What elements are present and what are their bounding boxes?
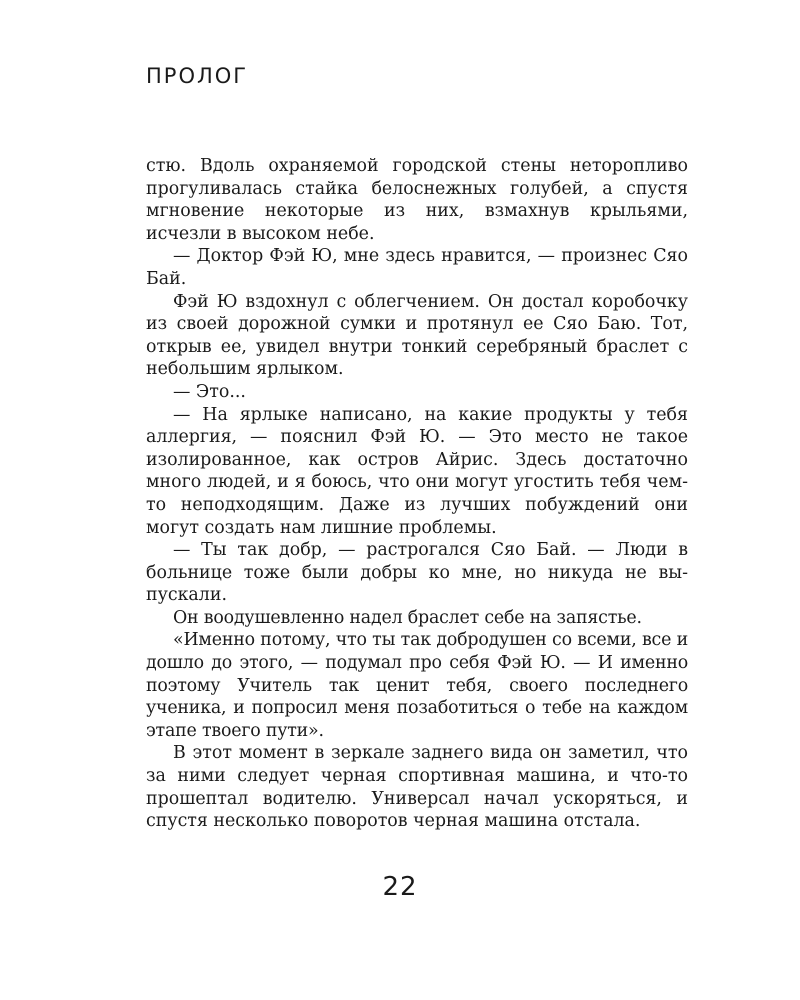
paragraph: стю. Вдоль охраняемой городской стены неторопливо прогуливалась стайка белоснежных голубей, а спустя мгновение некоторые из них, взмахнув крыльями, исчезли в высоком небе.	[146, 156, 688, 244]
paragraph: В этот момент в зеркале заднего вида он заметил, что за ними следует черная спортивная машина, и что-то прошептал водителю. Универсал начал ускоряться, и спустя несколько поворотов черная машина отстала.	[146, 743, 688, 832]
paragraph: Фэй Ю вздохнул с облегчением. Он достал коробочку из своей дорожной сумки и протянул ее Сяо Баю. Тот, открыв ее, увидел внутри тонкий серебряный браслет с небольшим ярлыком.	[146, 291, 688, 380]
paragraph: «Именно потому, что ты так добродушен со всеми, все и дошло до этого, — подумал про себя Фэй Ю. — И именно поэтому Учитель так ценит тебя, своего последнего ученика, и попросил меня позаботиться о тебе на каждом этапе твоего пути».	[146, 630, 688, 741]
paragraph: — Доктор Фэй Ю, мне здесь нравится, — произнес Сяо Бай.	[146, 246, 688, 289]
paragraph: — Ты так добр, — растрогался Сяо Бай. — Люди в больнице тоже были добры ко мне, но никуда не выпускали.	[146, 540, 688, 606]
body-text	[146, 155, 688, 833]
paragraph: — Это...	[173, 381, 246, 402]
chapter-header: ПРОЛОГ	[146, 64, 249, 88]
paragraph: Он воодушевленно надел браслет себе на запястье.	[173, 607, 642, 628]
paragraph: — На ярлыке написано, на какие продукты у тебя аллергия, — пояснил Фэй Ю. — Это место не такое изолированное, как остров Айрис. Здесь достаточно много людей, и я боюсь, что они могут угостить тебя чем-то неподходящим. Даже из лучших побуждений они могут создать нам лишние проблемы.	[146, 404, 688, 538]
page-number: 22	[382, 872, 418, 902]
